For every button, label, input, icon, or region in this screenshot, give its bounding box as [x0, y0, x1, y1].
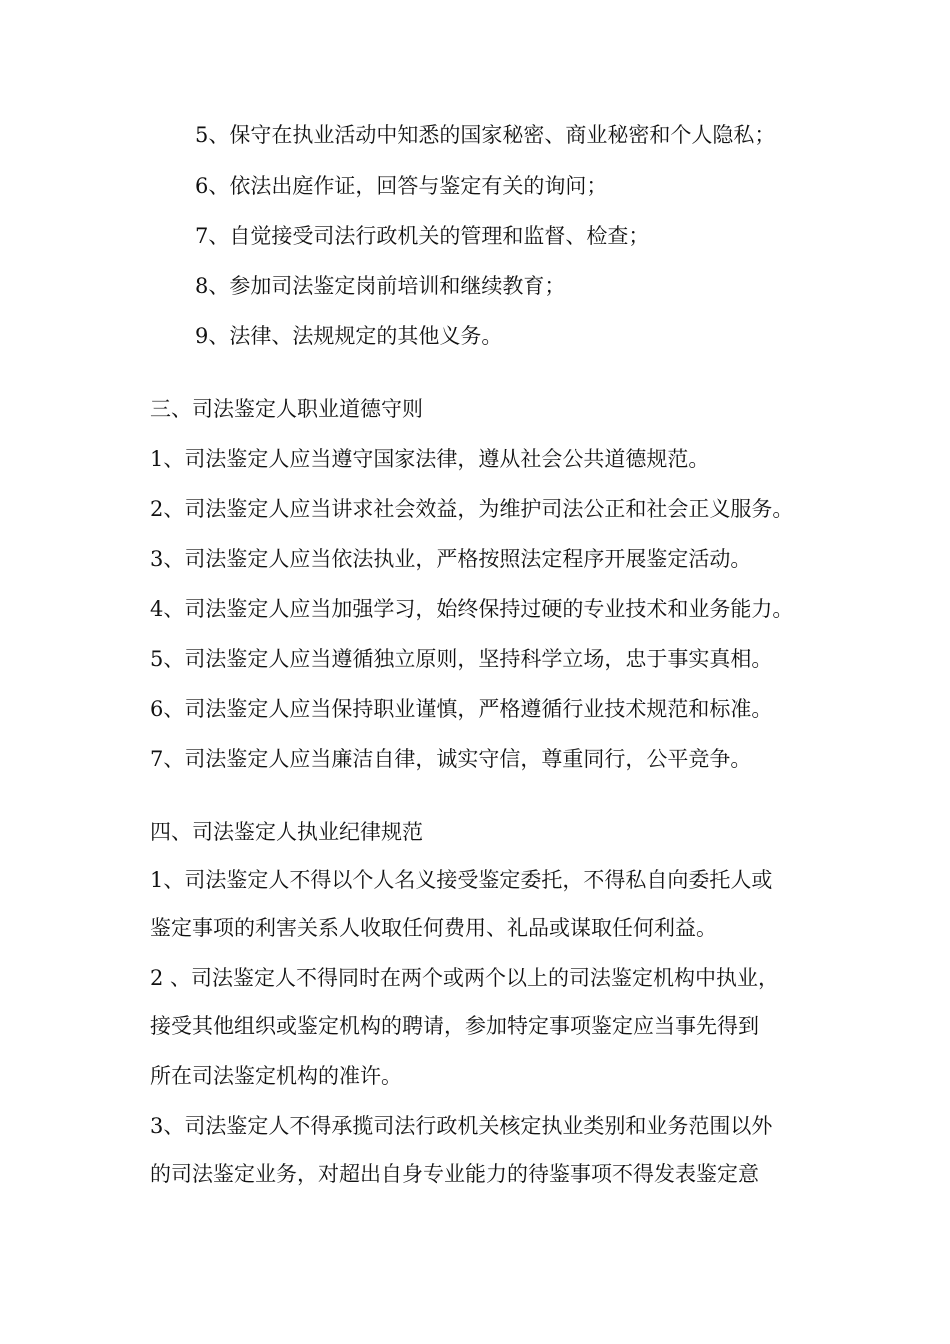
- section-3-heading: 三、司法鉴定人职业道德守则: [150, 397, 423, 421]
- discipline-line: 3、司法鉴定人不得承揽司法行政机关核定执业类别和业务范围以外: [150, 1114, 773, 1138]
- ethics-item-4: 4、司法鉴定人应当加强学习，始终保持过硬的专业技术和业务能力。: [150, 597, 794, 621]
- discipline-line: 1、司法鉴定人不得以个人名义接受鉴定委托，不得私自向委托人或: [150, 868, 773, 892]
- ethics-item-3: 3、司法鉴定人应当依法执业，严格按照法定程序开展鉴定活动。: [150, 547, 752, 571]
- ethics-item-1: 1、司法鉴定人应当遵守国家法律，遵从社会公共道德规范。: [150, 447, 710, 471]
- duty-item-7: 7、自觉接受司法行政机关的管理和监督、检查；: [195, 224, 650, 248]
- ethics-item-5: 5、司法鉴定人应当遵循独立原则，坚持科学立场，忠于事实真相。: [150, 647, 773, 671]
- ethics-item-6: 6、司法鉴定人应当保持职业谨慎，严格遵循行业技术规范和标准。: [150, 697, 773, 721]
- section-4-heading: 四、司法鉴定人执业纪律规范: [150, 820, 423, 844]
- discipline-line: 接受其他组织或鉴定机构的聘请，参加特定事项鉴定应当事先得到: [150, 1014, 759, 1038]
- ethics-item-7: 7、司法鉴定人应当廉洁自律，诚实守信，尊重同行，公平竞争。: [150, 747, 752, 771]
- discipline-line: 所在司法鉴定机构的准许。: [150, 1064, 402, 1088]
- discipline-line: 鉴定事项的利害关系人收取任何费用、礼品或谋取任何利益。: [150, 916, 717, 940]
- duty-item-9: 9、法律、法规规定的其他义务。: [195, 324, 503, 348]
- duty-item-6: 6、依法出庭作证，回答与鉴定有关的询问；: [195, 174, 608, 198]
- ethics-item-2: 2、司法鉴定人应当讲求社会效益，为维护司法公正和社会正义服务。: [150, 497, 794, 521]
- duty-item-8: 8、参加司法鉴定岗前培训和继续教育；: [195, 274, 566, 298]
- discipline-line: 2 、司法鉴定人不得同时在两个或两个以上的司法鉴定机构中执业，: [150, 966, 780, 990]
- discipline-line: 的司法鉴定业务，对超出自身专业能力的待鉴事项不得发表鉴定意: [150, 1162, 759, 1186]
- duty-item-5: 5、保守在执业活动中知悉的国家秘密、商业秘密和个人隐私；: [195, 123, 776, 147]
